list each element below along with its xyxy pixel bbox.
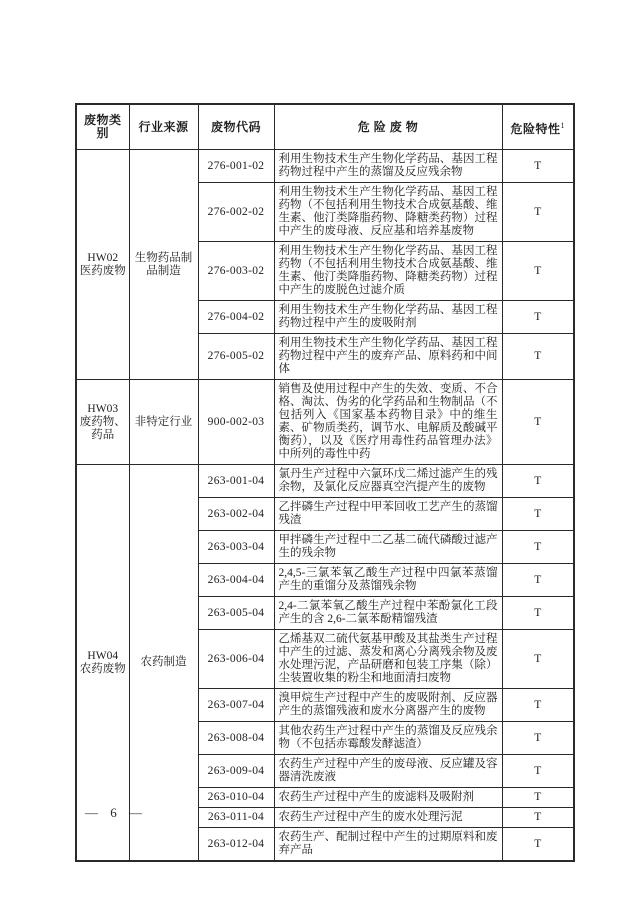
hazard-property-cell: T (502, 564, 574, 597)
waste-description-cell: 氯丹生产过程中六氯环戊二烯过滤产生的残余物，及氯化反应器真空汽提产生的废物 (274, 465, 502, 498)
hazardous-waste-table (75, 103, 575, 862)
industry-cell: 农药制造 (129, 465, 198, 862)
hazard-property-cell: T (502, 597, 574, 630)
table-row (76, 150, 574, 183)
waste-code-cell: 263-012-04 (198, 828, 274, 862)
waste-description-cell: 溴甲烷生产过程中产生的废吸附剂、反应器产生的蒸馏残液和废水分离器产生的废物 (274, 689, 502, 722)
waste-description-cell: 利用生物技术生产生物化学药品、基因工程药物（不包括利用生物技术合成氨基酸、维生素、他汀类降脂药物、降糖类药物）过程中产生的废脱色过滤介质 (274, 242, 502, 301)
waste-description-cell: 利用生物技术生产生物化学药品、基因工程药物过程中产生的废吸附剂 (274, 301, 502, 334)
waste-code-cell: 263-008-04 (198, 722, 274, 755)
waste-description-cell: 乙烯基双二硫代氨基甲酸及其盐类生产过程中产生的过滤、蒸发和离心分离残余物及废水处理污泥，产品研磨和包装工序集（除）尘装置收集的粉尘和地面清扫废物 (274, 630, 502, 689)
table-row (76, 380, 574, 465)
waste-description-cell: 2,4,5-三氯苯氧乙酸生产过程中四氯苯蒸馏产生的重馏分及蒸馏残余物 (274, 564, 502, 597)
waste-description-cell: 甲拌磷生产过程中二乙基二硫代磷酸过滤产生的残余物 (274, 531, 502, 564)
waste-code-cell: 263-003-04 (198, 531, 274, 564)
industry-cell: 生物药品制品制造 (129, 150, 198, 380)
waste-code-cell: 900-002-03 (198, 380, 274, 465)
waste-description-cell: 农药生产、配制过程中产生的过期原料和废弃产品 (274, 828, 502, 862)
header-waste-category: 废物类别 (76, 104, 129, 150)
waste-code-cell: 263-005-04 (198, 597, 274, 630)
waste-description-cell: 农药生产过程中产生的废母液、反应罐及容器清洗废液 (274, 755, 502, 788)
hazard-property-cell: T (502, 722, 574, 755)
hazard-property-cell: T (502, 498, 574, 531)
category-code: HW03 (87, 402, 119, 415)
waste-code-cell: 263-009-04 (198, 755, 274, 788)
waste-code-cell: 263-011-04 (198, 808, 274, 828)
waste-description-cell: 利用生物技术生产生物化学药品、基因工程药物过程中产生的废弃产品、原料药和中间体 (274, 334, 502, 380)
footnote-marker: 1 (560, 120, 565, 130)
table-row (76, 465, 574, 498)
category-name: 农药废物 (79, 662, 126, 675)
hazard-property-cell: T (502, 242, 574, 301)
header-waste-code: 废物代码 (198, 104, 274, 150)
waste-description-cell: 2,4-二氯苯氧乙酸生产过程中苯酚氯化工段产生的含 2,6-二氯苯酚精馏残渣 (274, 597, 502, 630)
category-code: HW04 (87, 649, 119, 662)
waste-code-cell: 263-006-04 (198, 630, 274, 689)
waste-code-cell: 263-007-04 (198, 689, 274, 722)
header-hazard-property-label: 危险特性 (510, 121, 561, 136)
waste-description-cell: 农药生产过程中产生的废水处理污泥 (274, 808, 502, 828)
waste-description-cell: 其他农药生产过程中产生的蒸馏及反应残余物（不包括赤霉酸发酵滤渣） (274, 722, 502, 755)
waste-code-cell: 276-004-02 (198, 301, 274, 334)
header-hazardous-waste: 危 险 废 物 (274, 104, 502, 150)
hazard-property-cell: T (502, 689, 574, 722)
hazard-property-cell: T (502, 183, 574, 242)
waste-code-cell: 276-001-02 (198, 150, 274, 183)
hazard-property-cell: T (502, 755, 574, 788)
waste-code-cell: 263-001-04 (198, 465, 274, 498)
waste-description-cell: 乙拌磷生产过程中甲苯回收工艺产生的蒸馏残渣 (274, 498, 502, 531)
hazard-property-cell: T (502, 380, 574, 465)
category-cell (76, 380, 129, 465)
waste-table-body (76, 150, 574, 862)
waste-code-cell: 263-002-04 (198, 498, 274, 531)
header-hazard-property (502, 104, 574, 150)
table-header-row (76, 104, 574, 150)
waste-description-cell: 利用生物技术生产生物化学药品、基因工程药物过程中产生的蒸馏及反应残余物 (274, 150, 502, 183)
hazard-property-cell: T (502, 334, 574, 380)
category-name: 废药物、药品 (79, 415, 126, 441)
category-cell (76, 150, 129, 380)
waste-description-cell: 销售及使用过程中产生的失效、变质、不合格、淘汰、伪劣的化学药品和生物制品（不包括列入《国家基本药物目录》中的维生素、矿物质类药，调节水、电解质及酸碱平衡药），以及《医疗用毒性药品管理办法》中所列的毒性中药 (274, 380, 502, 465)
waste-code-cell: 276-002-02 (198, 183, 274, 242)
hazard-property-cell: T (502, 465, 574, 498)
hazard-property-cell: T (502, 630, 574, 689)
hazard-property-cell: T (502, 808, 574, 828)
hazard-property-cell: T (502, 150, 574, 183)
page-number: — 6 — (85, 805, 142, 820)
waste-description-cell: 利用生物技术生产生物化学药品、基因工程药物（不包括利用生物技术合成氨基酸、维生素、他汀类降脂药物、降糖类药物）过程中产生的废母液、反应基和培养基废物 (274, 183, 502, 242)
waste-code-cell: 263-004-04 (198, 564, 274, 597)
header-industry-source: 行业来源 (129, 104, 198, 150)
category-code: HW02 (87, 251, 119, 264)
category-name: 医药废物 (79, 264, 126, 277)
hazard-property-cell: T (502, 788, 574, 808)
waste-code-cell: 276-005-02 (198, 334, 274, 380)
industry-cell: 非特定行业 (129, 380, 198, 465)
waste-description-cell: 农药生产过程中产生的废滤料及吸附剂 (274, 788, 502, 808)
hazard-property-cell: T (502, 828, 574, 862)
hazard-property-cell: T (502, 531, 574, 564)
waste-code-cell: 276-003-02 (198, 242, 274, 301)
waste-code-cell: 263-010-04 (198, 788, 274, 808)
hazard-property-cell: T (502, 301, 574, 334)
category-cell (76, 465, 129, 862)
